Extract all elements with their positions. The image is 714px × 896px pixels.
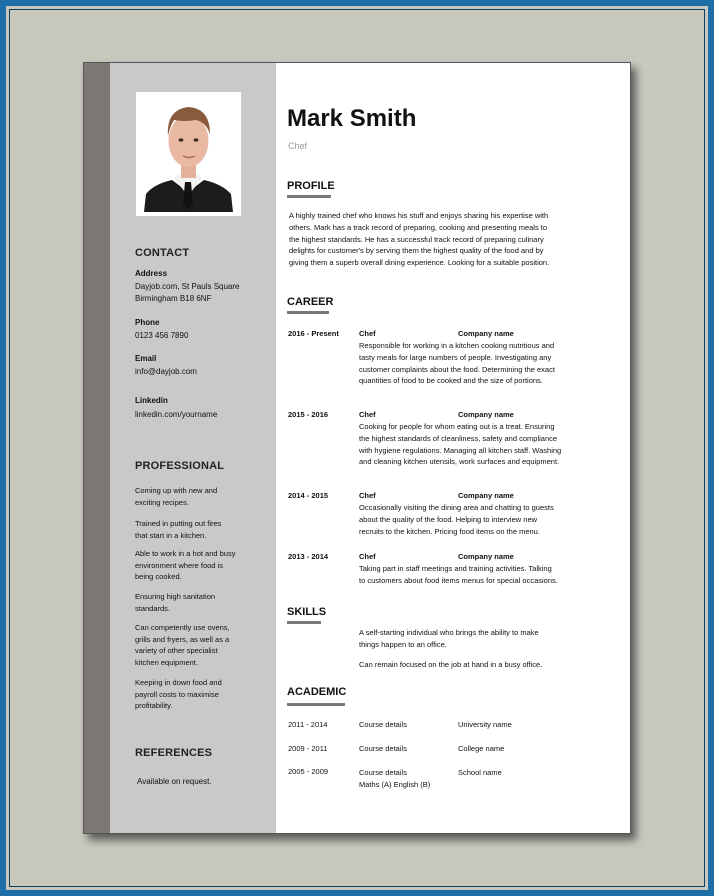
linkedin-value[interactable]: linkedin.com/yourname xyxy=(135,410,218,419)
career-description xyxy=(359,421,561,468)
linkedin-label: Linkedin xyxy=(135,396,168,405)
profile-heading: PROFILE xyxy=(287,180,335,192)
academic-course-line: Maths (A) English (B) xyxy=(359,780,431,789)
career-line: Taking part in staff meetings and training activities. Talking xyxy=(359,564,552,573)
phone-value: 0123 456 7890 xyxy=(135,331,189,340)
career-line: quantities of food to be cooked and the size of portions. xyxy=(359,376,543,386)
professional-line: Able to work in a hot and busy xyxy=(135,549,236,558)
career-line: Occasionally visiting the dining area and chatting to guests xyxy=(359,503,554,512)
professional-item xyxy=(135,485,253,508)
academic-dates: 2009 - 2011 xyxy=(288,744,328,753)
professional-line: being cooked. xyxy=(135,572,182,581)
skills-underline xyxy=(287,621,321,624)
references-heading: REFERENCES xyxy=(135,747,213,759)
career-heading: CAREER xyxy=(287,296,334,308)
academic-dates: 2005 - 2009 xyxy=(288,767,329,776)
profile-text xyxy=(289,210,549,269)
address-line: Dayjob.com, St Pauls Square xyxy=(135,282,240,291)
career-description xyxy=(359,502,554,537)
career-company: Company name xyxy=(458,552,514,561)
career-line: with hygiene regulations. Managing all kitchen staff. Washing xyxy=(359,445,562,455)
career-company: Company name xyxy=(458,410,514,419)
career-dates: 2016 - Present xyxy=(288,329,339,338)
professional-heading: PROFESSIONAL xyxy=(135,460,225,472)
career-line: Responsible for working in a kitchen cooking nutritious and xyxy=(359,341,555,350)
profile-line: delights for customer's by serving them the highest quality of the food and by xyxy=(289,246,544,256)
professional-line: Ensuring high sanitation xyxy=(135,592,216,601)
career-description xyxy=(359,563,558,587)
academic-institution: School name xyxy=(458,768,502,777)
sidebar-stripe xyxy=(84,63,110,833)
address-label: Address xyxy=(135,269,168,278)
professional-line: grills and fryers, as well as a xyxy=(135,634,230,644)
professional-line: exciting recipes. xyxy=(135,497,189,507)
skill-line: Can remain focused on the job at hand in a busy office. xyxy=(359,660,543,669)
profile-line: A highly trained chef who knows his stuff and enjoys sharing his expertise with xyxy=(289,211,549,220)
skill-item xyxy=(359,659,542,671)
resume-page xyxy=(83,62,631,834)
academic-course: Course details xyxy=(359,720,407,729)
academic-course-line: Course details xyxy=(359,768,407,777)
profile-line: the highest standards. He has a successful track record of preparing culinary xyxy=(289,234,544,244)
career-underline xyxy=(287,311,329,314)
skill-line: A self-starting individual who brings the ability to make xyxy=(359,628,539,637)
professional-line: Trained in putting out fires xyxy=(135,519,222,528)
academic-heading: ACADEMIC xyxy=(287,686,347,698)
academic-institution: University name xyxy=(458,720,512,729)
phone-label: Phone xyxy=(135,318,160,327)
profile-underline xyxy=(287,195,331,198)
career-dates: 2015 - 2016 xyxy=(288,410,329,419)
profile-line: giving them a superb overall dining experience. Looking for a suitable position. xyxy=(289,258,550,268)
career-line: the highest standards of cleanliness, safety and compliance xyxy=(359,433,558,443)
career-line: Cooking for people for whom eating out is a treat. Ensuring xyxy=(359,422,555,431)
career-line: to customers about food items menus for special occasions. xyxy=(359,575,558,585)
person-portrait-icon xyxy=(140,96,237,212)
academic-institution: College name xyxy=(458,744,505,753)
academic-dates: 2011 - 2014 xyxy=(288,720,328,729)
career-role: Chef xyxy=(359,491,376,500)
email-value[interactable]: info@dayjob.com xyxy=(135,367,197,376)
skills-heading: SKILLS xyxy=(287,606,327,618)
professional-line: that start in a kitchen. xyxy=(135,530,207,540)
career-company: Company name xyxy=(458,491,514,500)
skill-line: things happen to an office. xyxy=(359,639,447,649)
professional-line: Coming up with new and xyxy=(135,486,218,495)
professional-line: variety of other specialist xyxy=(135,646,218,655)
career-role: Chef xyxy=(359,329,376,338)
career-role: Chef xyxy=(359,410,376,419)
career-dates: 2014 - 2015 xyxy=(288,491,329,500)
candidate-name: Mark Smith xyxy=(287,105,417,132)
professional-item xyxy=(135,548,253,583)
address-line: Birmingham B18 6NF xyxy=(135,294,212,303)
career-company: Company name xyxy=(458,329,514,338)
professional-line: standards. xyxy=(135,603,171,613)
profile-line: others. Mark has a track record of preparing, cooking and presenting meals to xyxy=(289,222,548,232)
career-description xyxy=(359,340,555,387)
academic-course: Course details xyxy=(359,744,407,753)
career-line: about the quality of the food. Helping to interview new xyxy=(359,514,538,524)
career-line: tasty meals for large numbers of people. Investigating any xyxy=(359,352,552,362)
profile-photo xyxy=(136,92,241,216)
professional-item xyxy=(135,622,253,668)
professional-item xyxy=(135,677,253,712)
career-line: customer complaints about the food. Determining the exact xyxy=(359,364,555,374)
career-dates: 2013 - 2014 xyxy=(288,552,329,561)
professional-line: kitchen equipment. xyxy=(135,657,198,667)
career-line: and cleaning kitchen utensils, work surfaces and equipment. xyxy=(359,457,560,467)
contact-heading: CONTACT xyxy=(135,247,190,259)
academic-underline xyxy=(287,703,345,706)
references-text: Available on request. xyxy=(137,777,212,786)
professional-line: Keeping in down food and xyxy=(135,678,222,687)
professional-line: Can competently use ovens, xyxy=(135,623,230,632)
candidate-job-title: Chef xyxy=(288,141,308,151)
skill-item xyxy=(359,627,539,651)
address-value xyxy=(135,281,240,305)
professional-line: payroll costs to maximise xyxy=(135,689,219,699)
career-role: Chef xyxy=(359,552,376,561)
professional-line: environment where food is xyxy=(135,560,223,570)
professional-item xyxy=(135,591,253,614)
professional-line: profitability. xyxy=(135,701,173,710)
email-label: Email xyxy=(135,354,157,363)
academic-course xyxy=(359,767,430,791)
career-line: recruits to the kitchen. Pricing food items on the menu. xyxy=(359,526,540,536)
professional-item xyxy=(135,518,253,541)
